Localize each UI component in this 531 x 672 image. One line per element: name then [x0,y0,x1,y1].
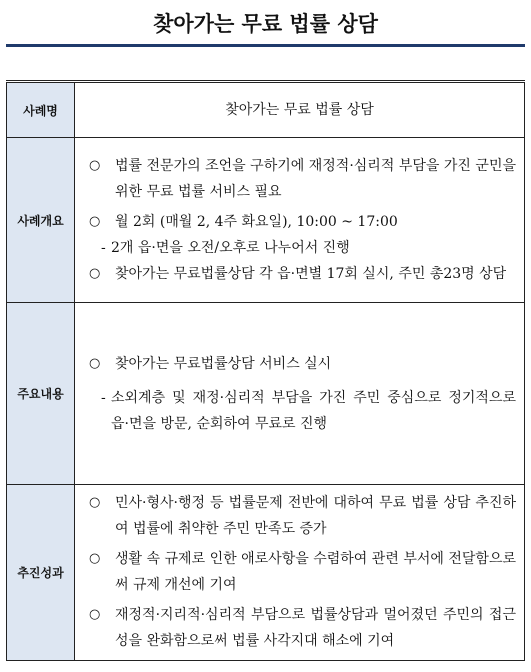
overview-item-text: 법률 전문가의 조언을 구하기에 재정적·심리적 부담을 가진 군민을 위한 무료 법률 서비스 필요 [115,158,516,200]
overview-item-text: 찾아가는 무료법률상담 각 읍·면별 17회 실시, 주민 총23명 상담 [115,266,507,282]
overview-sub-text: 2개 읍·면을 오전/오후로 나누어서 진행 [111,240,350,256]
main-sub-item [75,385,524,437]
overview-item [75,209,524,235]
dash-marker: - [101,240,106,256]
label-overview: 사례개요 [7,138,75,303]
case-name-value: 찾아가는 무료 법률 상담 [75,82,525,138]
results-cell [75,485,525,661]
results-item [75,546,524,598]
label-results: 추진성과 [7,485,75,661]
row-main-content [7,303,525,485]
main-item [75,351,524,377]
bullet-circle-icon: ○ [89,266,101,281]
overview-item [75,153,524,205]
bullet-circle-icon: ○ [89,214,101,229]
bullet-circle-icon: ○ [89,355,101,371]
case-table [6,80,525,661]
overview-item [75,261,524,287]
results-item-text: 민사·형사·행정 등 법률문제 전반에 대하여 무료 법률 상담 추진하여 법률에 취약한 주민 만족도 증가 [115,494,516,537]
bullet-circle-icon: ○ [89,550,101,566]
main-item-text: 찾아가는 무료법률상담 서비스 실시 [115,355,332,372]
bullet-circle-icon: ○ [89,606,101,622]
results-item-text: 재정적·지리적·심리적 부담으로 법률상담과 멀어졌던 주민의 접근성을 완화함으로써 법률 사각지대 해소에 기여 [115,606,516,649]
row-case-name [7,82,525,138]
results-item [75,490,524,542]
overview-item-text: 월 2회 (매월 2, 4주 화요일), 10:00 ~ 17:00 [115,214,398,230]
results-item-text: 생활 속 규제로 인한 애로사항을 수렴하여 관련 부서에 전달함으로써 규제 개선에 기여 [115,550,516,593]
page-title: 찾아가는 무료 법률 상담 [6,6,525,47]
bullet-circle-icon: ○ [89,494,101,510]
overview-sub-item [75,235,524,261]
overview-cell [75,138,525,303]
row-overview [7,138,525,303]
results-item [75,602,524,654]
main-content-cell [75,303,525,485]
dash-marker: - [101,389,106,406]
main-sub-text: 소외계층 및 재정·심리적 부담을 가진 주민 중심으로 정기적으로 읍·면을 방문, 순회하여 무료로 진행 [111,389,516,432]
row-results [7,485,525,661]
bullet-circle-icon: ○ [89,158,101,173]
label-case-name: 사례명 [7,82,75,138]
label-main-content: 주요내용 [7,303,75,485]
